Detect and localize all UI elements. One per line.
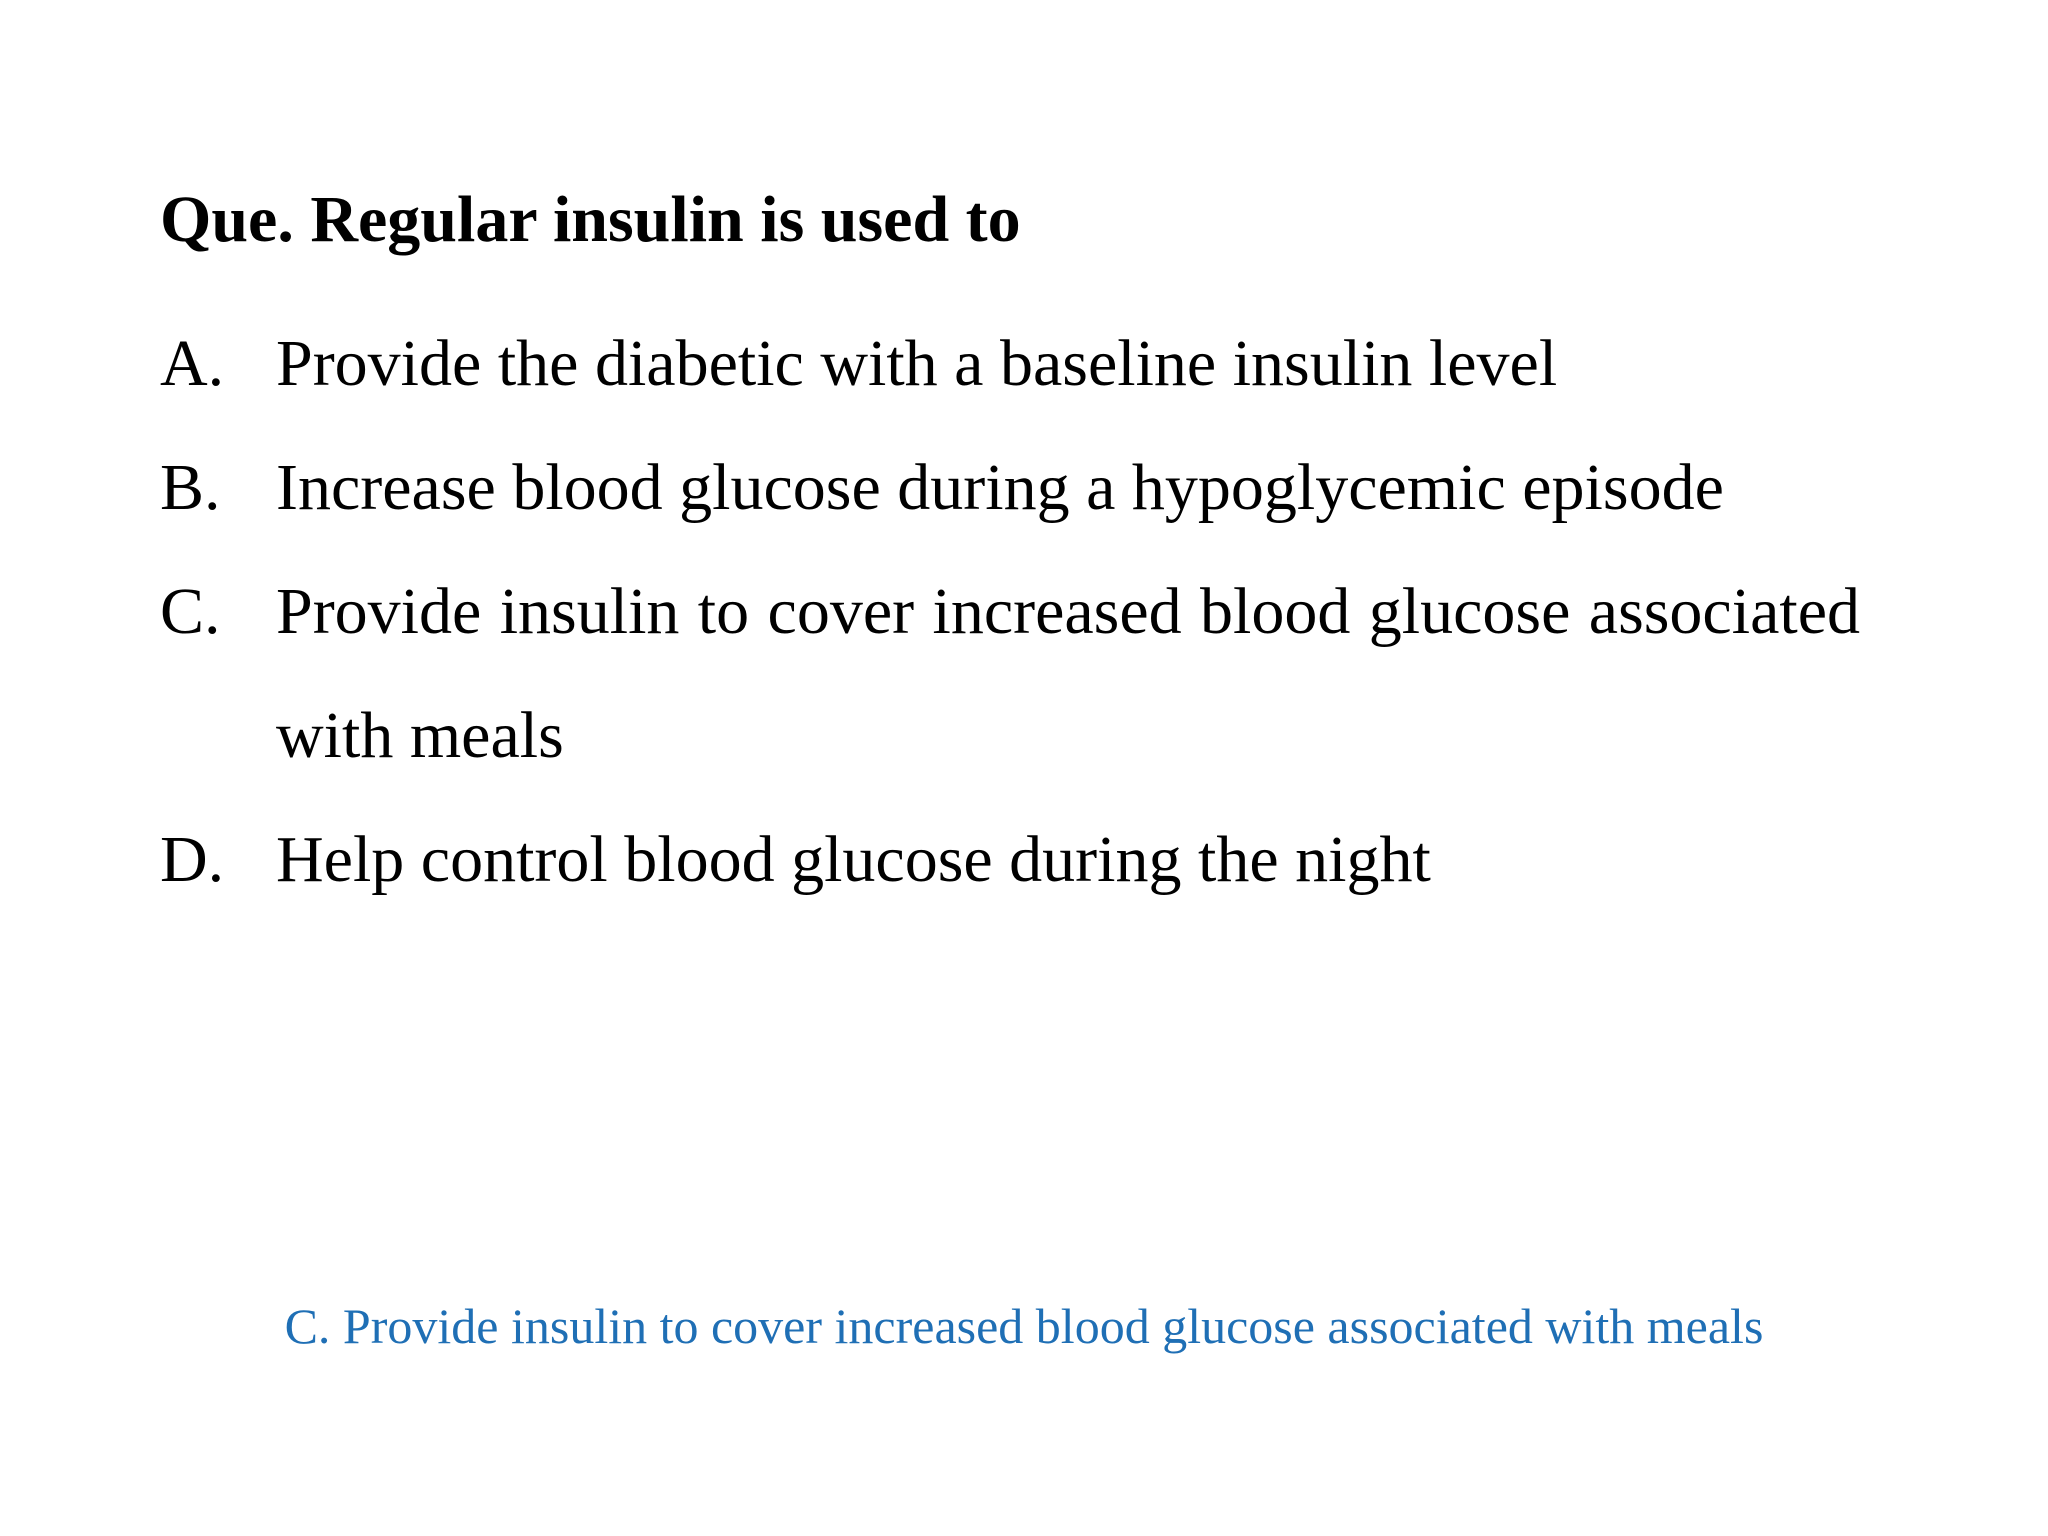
- option-b: [160, 426, 1860, 550]
- option-text: Provide insulin to cover increased blood glucose associated with meals: [276, 575, 1860, 772]
- option-letter: C.: [160, 575, 221, 648]
- option-text: Provide the diabetic with a baseline insulin level: [276, 327, 1558, 400]
- option-a: [160, 302, 1860, 426]
- option-d: [160, 798, 1860, 922]
- answer-text: C. Provide insulin to cover increased blood glucose associated with meals: [284, 1298, 1764, 1354]
- question-text: Que. Regular insulin is used to: [160, 183, 1021, 256]
- option-letter: B.: [160, 451, 221, 524]
- option-letter: A.: [160, 327, 225, 400]
- option-letter: D.: [160, 823, 225, 896]
- option-text: Help control blood glucose during the night: [276, 823, 1431, 896]
- options-list: [160, 302, 1860, 922]
- option-text: Increase blood glucose during a hypoglycemic episode: [276, 451, 1724, 524]
- option-c: [160, 550, 1860, 798]
